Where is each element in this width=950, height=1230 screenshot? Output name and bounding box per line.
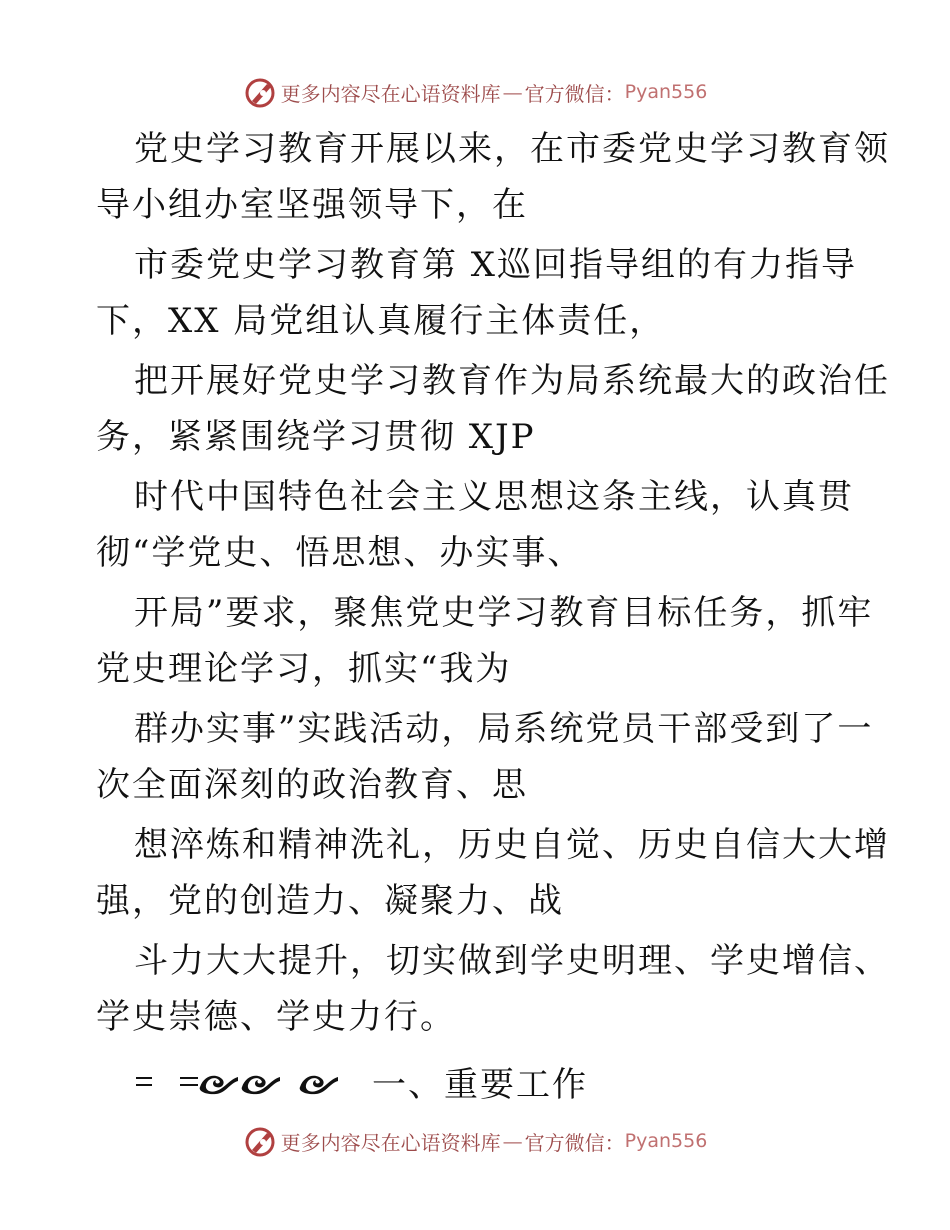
- paragraph-line: 彻“学党史、悟思想、办实事、: [96, 533, 584, 573]
- paragraph-line: 党史理论学习，抓实“我为: [96, 649, 512, 689]
- section-heading: 一、重要工作: [372, 1064, 588, 1105]
- paragraph-line: 把开展好党史学习教育作为局系统最大的政治任: [134, 361, 890, 401]
- paragraph-line: 斗力大大提升，切实做到学史明理、学史增信、: [134, 941, 890, 981]
- paragraph-line: 市委党史学习教育第 X巡回指导组的有力指导: [134, 245, 858, 285]
- watermark-id: Pyan556: [624, 1130, 708, 1152]
- section-heading-row: [134, 1058, 588, 1104]
- decorative-bullet-icon: [134, 1061, 350, 1101]
- watermark-separator: —: [502, 80, 523, 104]
- watermark-id: Pyan556: [624, 81, 708, 103]
- paragraph-line: 开局”要求，聚焦党史学习教育目标任务，抓牢: [134, 593, 874, 633]
- watermark-text: 更多内容尽在心语资料库: [280, 1130, 501, 1155]
- paragraph-line: 务，紧紧围绕学习贯彻 XJP: [96, 417, 536, 457]
- paragraph-line: 强，党的创造力、凝聚力、战: [96, 881, 564, 921]
- paragraph-line: 时代中国特色社会主义思想这条主线，认真贯: [134, 477, 854, 517]
- paragraph-line: 想淬炼和精神洗礼，历史自觉、历史自信大大增: [134, 825, 890, 865]
- pen-logo-icon: [243, 1124, 277, 1158]
- paragraph-line: 次全面深刻的政治教育、思: [96, 765, 528, 805]
- paragraph-line: 下，XX 局党组认真履行主体责任，: [96, 301, 666, 341]
- watermark-separator: —: [502, 1129, 523, 1153]
- watermark-suffix: 官方微信：: [524, 1130, 625, 1155]
- watermark-suffix: 官方微信：: [524, 81, 625, 106]
- watermark-text: 更多内容尽在心语资料库: [280, 81, 501, 106]
- paragraph-line: 导小组办室坚强领导下，在: [96, 185, 528, 225]
- paragraph-line: 学史崇德、学史力行。: [96, 997, 456, 1037]
- paragraph-line: 党史学习教育开展以来，在市委党史学习教育领: [134, 129, 890, 169]
- paragraph-line: 群办实事”实践活动，局系统党员干部受到了一: [134, 709, 874, 749]
- watermark-footer: [0, 1121, 950, 1161]
